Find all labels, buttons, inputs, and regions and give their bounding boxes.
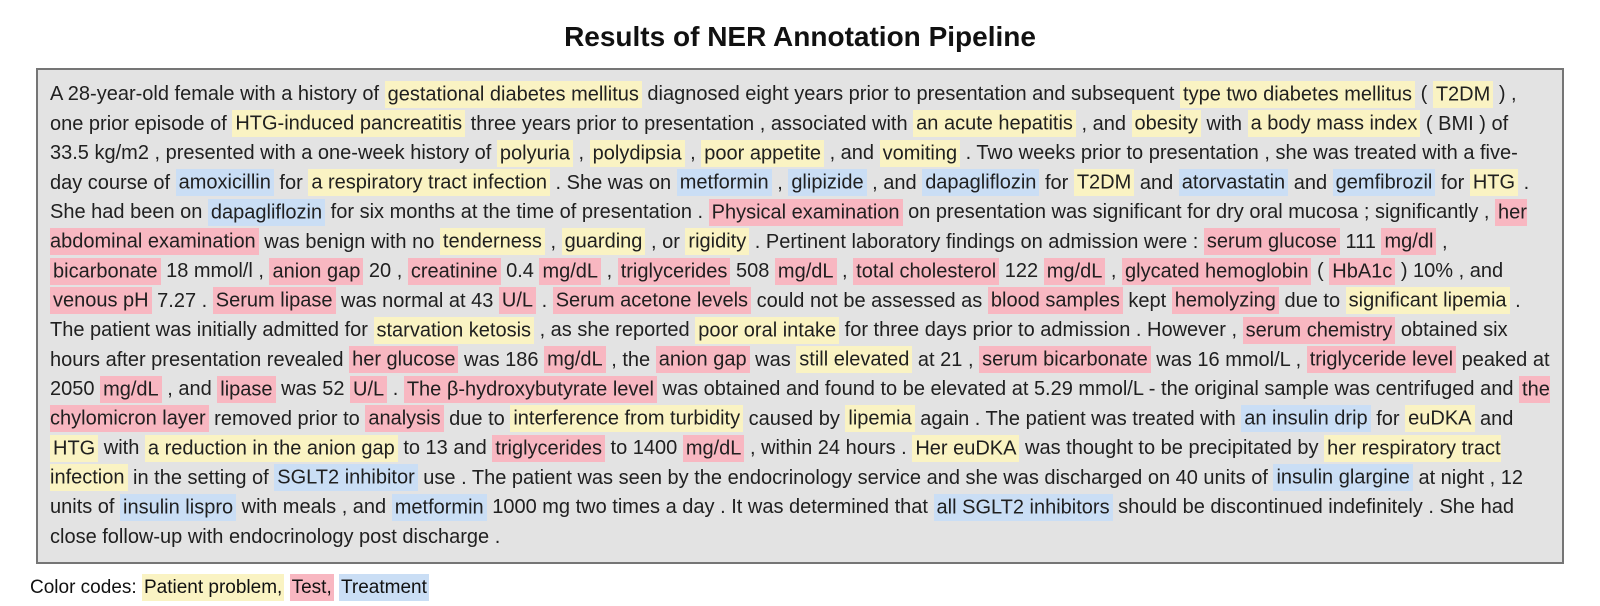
- legend: [30, 577, 1600, 599]
- entity-test: U/L: [499, 287, 536, 314]
- text-segment: diagnosed eight years prior to presentation and subsequent: [641, 83, 1181, 105]
- text-segment: ,: [684, 142, 702, 164]
- text-segment: 7.27 .: [151, 289, 213, 312]
- text-segment: at night , 12 units of: [50, 466, 1523, 518]
- entity-problem: lipemia: [845, 405, 914, 432]
- entity-problem: starvation ketosis: [374, 317, 535, 344]
- text-segment: ( BMI ) of 33.5 kg/m2 , presented with a one-week history of: [50, 112, 1509, 164]
- text-segment: 111: [1339, 230, 1382, 253]
- entity-problem: T2DM: [1074, 169, 1134, 196]
- text-segment: three years prior to presentation , associated with: [465, 112, 914, 135]
- entity-treatment: atorvastatin: [1179, 169, 1288, 196]
- text-segment: , the: [605, 348, 656, 371]
- entity-problem: poor appetite: [701, 140, 824, 167]
- entity-test: mg/dL: [775, 258, 837, 285]
- text-segment: was 186: [458, 348, 545, 371]
- text-segment: .: [536, 289, 553, 312]
- entity-problem: gestational diabetes mellitus: [385, 81, 642, 108]
- entity-problem: obesity: [1132, 110, 1201, 137]
- entity-test: triglyceride level: [1307, 346, 1456, 373]
- entity-test: serum bicarbonate: [979, 346, 1151, 373]
- entity-test: mg/dL: [100, 376, 162, 403]
- text-segment: .: [387, 378, 404, 400]
- text-segment: 20 ,: [363, 260, 408, 282]
- text-segment: for three days prior to admission . However ,: [839, 319, 1243, 341]
- entity-test: Serum acetone levels: [553, 287, 751, 314]
- text-segment: could not be assessed as: [751, 289, 988, 312]
- text-segment: was obtained and found to be elevated at 5.29 mmol/L - the original sample was centrifuged and: [656, 378, 1520, 400]
- text-segment: , and: [866, 171, 923, 194]
- entity-problem: HTG: [50, 435, 98, 462]
- entity-test: glycated hemoglobin: [1122, 258, 1311, 285]
- text-segment: obtained six hours after presentation revealed: [50, 319, 1508, 371]
- entity-problem: tenderness: [440, 228, 545, 255]
- entity-test: lipase: [217, 376, 275, 403]
- text-segment: (: [1415, 83, 1433, 105]
- text-segment: with: [1200, 112, 1248, 135]
- entity-problem: an acute hepatitis: [913, 110, 1076, 137]
- text-segment: 508: [730, 260, 775, 282]
- annotated-document-box: [36, 68, 1564, 564]
- entity-treatment: metformin: [392, 494, 487, 521]
- entity-test: creatinine: [408, 258, 501, 285]
- entity-treatment: dapagliflozin: [208, 199, 325, 226]
- text-segment: , or: [645, 230, 686, 253]
- text-segment: should be discontinued indefinitely . She had close follow-up with endocrinology post discharge .: [50, 496, 1514, 548]
- entity-test: anion gap: [656, 346, 750, 373]
- entity-problem: euDKA: [1405, 405, 1474, 432]
- text-segment: , and: [824, 142, 880, 164]
- text-segment: for: [1370, 407, 1406, 430]
- entity-test: serum glucose: [1204, 228, 1340, 255]
- entity-test: mg/dL: [683, 435, 745, 462]
- text-segment: ,: [1105, 260, 1122, 282]
- text-segment: in the setting of: [127, 466, 275, 489]
- entity-problem: HTG-induced pancreatitis: [232, 110, 465, 137]
- text-segment: ) , one prior episode of: [50, 83, 1517, 135]
- text-segment: ,: [544, 230, 562, 253]
- text-segment: removed prior to: [208, 407, 366, 430]
- entity-treatment: insulin lispro: [120, 494, 236, 521]
- entity-problem: interference from turbidity: [510, 405, 743, 432]
- text-segment: due to: [1278, 289, 1346, 312]
- entity-test: hemolyzing: [1172, 287, 1279, 314]
- text-segment: , within 24 hours .: [744, 437, 913, 459]
- entity-test: total cholesterol: [853, 258, 999, 285]
- text-segment: . She was on: [549, 171, 677, 194]
- legend-item-test: Test,: [290, 574, 334, 601]
- text-segment: A 28-year-old female with a history of: [50, 83, 385, 105]
- entity-test: triglycerides: [492, 435, 605, 462]
- entity-problem: T2DM: [1433, 81, 1493, 108]
- entity-problem: significant lipemia: [1346, 287, 1510, 314]
- entity-test: bicarbonate: [50, 258, 161, 285]
- text-segment: at 21 ,: [912, 348, 980, 371]
- text-segment: and: [1288, 171, 1333, 194]
- text-segment: was 16 mmol/L ,: [1150, 348, 1307, 371]
- text-segment: ,: [1436, 230, 1448, 253]
- text-segment: was 52: [275, 378, 351, 400]
- entity-test: serum chemistry: [1243, 317, 1396, 344]
- text-segment: ) 10% , and: [1395, 260, 1504, 282]
- entity-problem: polydipsia: [590, 140, 685, 167]
- entity-problem: HTG: [1470, 169, 1518, 196]
- entity-test: blood samples: [988, 287, 1123, 314]
- text-segment: caused by: [743, 407, 846, 430]
- entity-test: HbA1c: [1329, 258, 1395, 285]
- text-segment: and: [1474, 407, 1514, 430]
- text-segment: was normal at 43: [335, 289, 499, 312]
- legend-item-treatment: Treatment: [339, 574, 429, 601]
- entity-problem: a reduction in the anion gap: [145, 435, 398, 462]
- entity-test: mg/dL: [544, 346, 606, 373]
- entity-test: U/L: [350, 376, 387, 403]
- entity-treatment: amoxicillin: [176, 169, 274, 196]
- text-segment: with: [98, 437, 145, 459]
- entity-problem: a body mass index: [1248, 110, 1421, 137]
- text-segment: to 13 and: [397, 437, 493, 459]
- entity-test: Physical examination: [709, 199, 903, 226]
- text-segment: for: [1435, 171, 1470, 194]
- text-segment: was thought to be precipitated by: [1019, 437, 1325, 459]
- entity-treatment: glipizide: [788, 169, 866, 196]
- entity-problem: vomiting: [880, 140, 960, 167]
- text-segment: and: [1134, 171, 1179, 194]
- entity-problem: still elevated: [796, 346, 912, 373]
- text-segment: , as she reported: [534, 319, 696, 341]
- entity-treatment: insulin glargine: [1273, 464, 1412, 491]
- text-segment: ,: [836, 260, 854, 282]
- text-segment: again . The patient was treated with: [914, 407, 1242, 430]
- text-segment: for: [273, 171, 309, 194]
- entity-problem: polyuria: [497, 140, 573, 167]
- document-text: [50, 80, 1550, 552]
- entity-test: the chylomicron layer: [50, 376, 1550, 433]
- text-segment: ,: [601, 260, 618, 282]
- entity-treatment: metformin: [677, 169, 772, 196]
- legend-item-problem: Patient problem,: [142, 574, 284, 601]
- entity-treatment: gemfibrozil: [1333, 169, 1436, 196]
- entity-test: mg/dL: [1044, 258, 1106, 285]
- text-segment: (: [1311, 260, 1330, 282]
- text-segment: was benign with no: [258, 230, 440, 253]
- text-segment: . She had been on: [50, 171, 1530, 223]
- text-segment: on presentation was significant for dry oral mucosa ; significantly ,: [902, 201, 1496, 223]
- entity-test: triglycerides: [618, 258, 731, 285]
- entity-problem: guarding: [562, 228, 646, 255]
- text-segment: , and: [1075, 112, 1132, 135]
- text-segment: . Pertinent laboratory findings on admission were :: [749, 230, 1204, 253]
- legend-items: [142, 574, 429, 601]
- entity-test: analysis: [365, 405, 443, 432]
- text-segment: due to: [443, 407, 511, 430]
- entity-problem: type two diabetes mellitus: [1180, 81, 1415, 108]
- entity-problem: her respiratory tract infection: [50, 435, 1501, 492]
- entity-treatment: all SGLT2 inhibitors: [934, 494, 1113, 521]
- entity-test: mg/dL: [539, 258, 601, 285]
- entity-test: anion gap: [269, 258, 363, 285]
- entity-test: Serum lipase: [213, 287, 336, 314]
- text-segment: 18 mmol/l ,: [160, 260, 270, 282]
- entity-treatment: SGLT2 inhibitor: [274, 464, 417, 491]
- text-segment: 0.4: [500, 260, 540, 282]
- entity-test: mg/dl: [1381, 228, 1436, 255]
- text-segment: kept: [1122, 289, 1172, 312]
- legend-label: Color codes:: [30, 577, 142, 598]
- text-segment: peaked at 2050: [50, 348, 1550, 400]
- entity-test: The β-hydroxybutyrate level: [404, 376, 657, 403]
- text-segment: ,: [572, 142, 590, 164]
- text-segment: , and: [161, 378, 218, 400]
- entity-problem: Her euDKA: [912, 435, 1019, 462]
- page-title: Results of NER Annotation Pipeline: [564, 21, 1036, 52]
- text-segment: to 1400: [605, 437, 683, 459]
- entity-treatment: an insulin drip: [1241, 405, 1370, 432]
- text-segment: . Two weeks prior to presentation , she was treated with a five-day course of: [50, 142, 1518, 194]
- text-segment: . The patient was initially admitted for: [50, 289, 1521, 341]
- entity-test: her glucose: [349, 346, 458, 373]
- text-segment: use . The patient was seen by the endocrinology service and she was discharged on 40 units of: [417, 466, 1274, 489]
- text-segment: ,: [771, 171, 789, 194]
- entity-treatment: dapagliflozin: [922, 169, 1039, 196]
- entity-test: venous pH: [50, 287, 152, 314]
- text-segment: with meals , and: [236, 496, 392, 518]
- entity-problem: poor oral intake: [695, 317, 839, 344]
- entity-problem: rigidity: [685, 228, 749, 255]
- text-segment: was: [749, 348, 797, 371]
- text-segment: 122: [999, 260, 1044, 282]
- text-segment: 1000 mg two times a day . It was determined that: [486, 496, 934, 518]
- text-segment: for: [1039, 171, 1074, 194]
- entity-test: her abdominal examination: [50, 199, 1527, 256]
- text-segment: for six months at the time of presentation .: [325, 201, 709, 223]
- entity-problem: a respiratory tract infection: [308, 169, 550, 196]
